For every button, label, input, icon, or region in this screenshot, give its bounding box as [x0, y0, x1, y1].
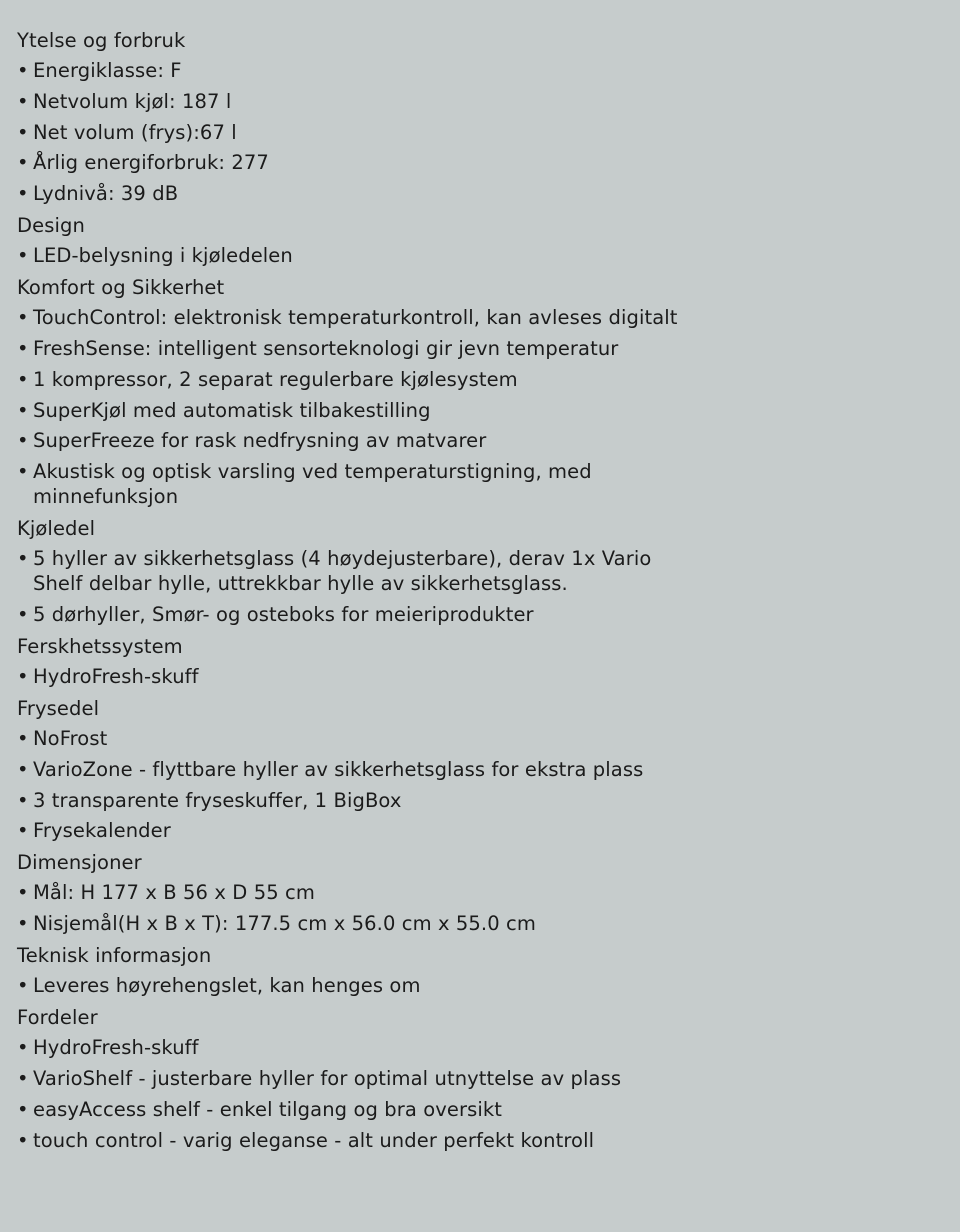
spec-list-item: [17, 911, 693, 936]
spec-item-text: Energiklasse: F: [33, 59, 182, 82]
bullet-icon: •: [17, 788, 29, 812]
spec-item-text: FreshSense: intelligent sensorteknologi gir jevn temperatur: [33, 336, 619, 360]
spec-list-items: [17, 664, 960, 689]
spec-item-text: Mål: H 177 x B 56 x D 55 cm: [33, 881, 315, 905]
bullet-icon: •: [17, 1128, 29, 1152]
spec-list-item: [17, 89, 693, 114]
spec-list-item: [17, 818, 693, 843]
spec-section: [17, 943, 960, 998]
spec-list-items: [17, 1035, 960, 1152]
section-heading: Teknisk informasjon: [17, 944, 212, 968]
bullet-icon: •: [17, 726, 29, 750]
spec-list-items: [17, 58, 960, 206]
spec-section: [17, 850, 960, 936]
bullet-icon: •: [17, 460, 29, 484]
spec-list-item: [17, 788, 693, 813]
spec-list-items: [17, 546, 960, 627]
bullet-icon: •: [17, 547, 29, 571]
bullet-icon: •: [17, 151, 29, 175]
spec-list-items: [17, 305, 960, 509]
spec-section: [17, 213, 960, 268]
spec-list-item: [17, 398, 693, 423]
spec-list-item: [17, 880, 693, 905]
spec-item-text: touch control - varig eleganse - alt under perfekt kontroll: [33, 1128, 595, 1152]
bullet-icon: •: [17, 429, 29, 453]
spec-list-item: [17, 1128, 693, 1153]
bullet-icon: •: [17, 664, 29, 688]
bullet-icon: •: [17, 182, 29, 206]
spec-list-item: [17, 428, 693, 453]
spec-section: [17, 634, 960, 689]
spec-list-item: [17, 973, 693, 998]
section-heading: Fordeler: [17, 1006, 98, 1030]
spec-list-item: [17, 546, 693, 596]
spec-list-items: [17, 973, 960, 998]
spec-list-items: [17, 880, 960, 936]
spec-list: [17, 28, 960, 1153]
spec-item-text: TouchControl: elektronisk temperaturkontroll, kan avleses digitalt: [33, 306, 678, 330]
spec-section: [17, 1005, 960, 1152]
spec-item-text: 1 kompressor, 2 separat regulerbare kjølesystem: [33, 367, 518, 391]
spec-section: [17, 275, 960, 509]
spec-list-item: [17, 726, 693, 751]
spec-item-text: Nisjemål(H x B x T): 177.5 cm x 56.0 cm x 55.0 cm: [33, 912, 536, 936]
spec-list-item: [17, 181, 693, 206]
bullet-icon: •: [17, 757, 29, 781]
bullet-icon: •: [17, 336, 29, 360]
bullet-icon: •: [17, 881, 29, 905]
spec-item-text: Akustisk og optisk varsling ved temperaturstigning, med minnefunksjon: [33, 460, 592, 509]
spec-list-item: [17, 120, 693, 145]
spec-item-text: SuperFreeze for rask nedfrysning av matvarer: [33, 429, 487, 453]
spec-item-text: Net volum (frys):67 l: [33, 120, 237, 144]
spec-section: [17, 516, 960, 627]
bullet-icon: •: [17, 59, 29, 82]
spec-list-item: [17, 150, 693, 175]
spec-item-text: Netvolum kjøl: 187 l: [33, 89, 232, 113]
section-heading: Design: [17, 214, 85, 238]
spec-list-item: [17, 367, 693, 392]
spec-item-text: Årlig energiforbruk: 277: [33, 151, 269, 175]
spec-item-text: easyAccess shelf - enkel tilgang og bra oversikt: [33, 1097, 502, 1121]
spec-item-text: LED-belysning i kjøledelen: [33, 244, 293, 268]
spec-list-items: [17, 726, 960, 843]
spec-item-text: NoFrost: [33, 726, 108, 750]
section-heading: Komfort og Sikkerhet: [17, 276, 225, 300]
bullet-icon: •: [17, 912, 29, 936]
spec-item-text: Frysekalender: [33, 819, 171, 843]
spec-item-text: 5 hyller av sikkerhetsglass (4 høydejusterbare), derav 1x Vario Shelf delbar hylle, uttrekkbar hylle av sikkerhetsglass.: [33, 547, 652, 596]
spec-list-item: [17, 459, 693, 509]
section-heading: Ytelse og forbruk: [17, 29, 186, 52]
bullet-icon: •: [17, 367, 29, 391]
spec-list-item: [17, 1035, 693, 1060]
bullet-icon: •: [17, 602, 29, 626]
bullet-icon: •: [17, 1066, 29, 1090]
section-heading: Frysedel: [17, 696, 100, 720]
spec-list-items: [17, 243, 960, 268]
bullet-icon: •: [17, 306, 29, 330]
spec-item-text: Lydnivå: 39 dB: [33, 182, 179, 206]
spec-list-item: [17, 58, 693, 83]
spec-section: [17, 696, 960, 843]
bullet-icon: •: [17, 89, 29, 113]
spec-item-text: HydroFresh-skuff: [33, 664, 199, 688]
spec-item-text: HydroFresh-skuff: [33, 1036, 199, 1060]
section-heading: Ferskhetssystem: [17, 634, 183, 658]
bullet-icon: •: [17, 1097, 29, 1121]
spec-list-item: [17, 1066, 693, 1091]
spec-list-item: [17, 1097, 693, 1122]
spec-item-text: Leveres høyrehengslet, kan henges om: [33, 974, 421, 998]
bullet-icon: •: [17, 819, 29, 843]
spec-list-item: [17, 757, 693, 782]
bullet-icon: •: [17, 398, 29, 422]
bullet-icon: •: [17, 974, 29, 998]
spec-item-text: 3 transparente fryseskuffer, 1 BigBox: [33, 788, 402, 812]
spec-list-item: [17, 305, 693, 330]
section-heading: Kjøledel: [17, 517, 96, 541]
bullet-icon: •: [17, 120, 29, 144]
bullet-icon: •: [17, 1036, 29, 1060]
spec-section: [17, 28, 960, 206]
spec-list-item: [17, 664, 693, 689]
spec-item-text: 5 dørhyller, Smør- og osteboks for meieriprodukter: [33, 602, 534, 626]
spec-list-item: [17, 602, 693, 627]
spec-list-item: [17, 243, 693, 268]
spec-item-text: VarioZone - flyttbare hyller av sikkerhetsglass for ekstra plass: [33, 757, 644, 781]
spec-item-text: SuperKjøl med automatisk tilbakestilling: [33, 398, 431, 422]
spec-item-text: VarioShelf - justerbare hyller for optimal utnyttelse av plass: [33, 1066, 622, 1090]
bullet-icon: •: [17, 244, 29, 268]
spec-list-item: [17, 336, 693, 361]
section-heading: Dimensjoner: [17, 851, 142, 875]
